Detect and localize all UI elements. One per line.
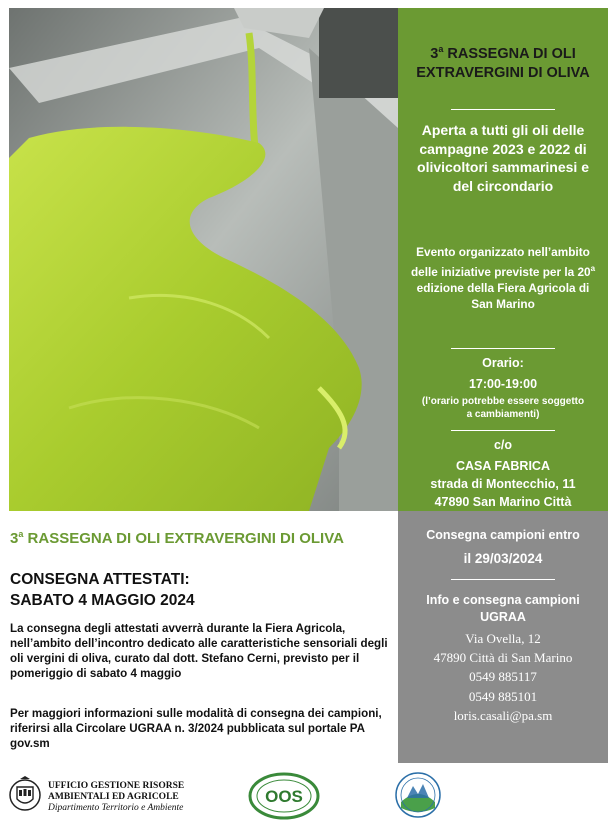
contact-panel	[398, 511, 608, 763]
coat-of-arms-icon	[8, 773, 42, 817]
certificate-delivery-heading: CONSEGNA ATTESTATI: SABATO 4 MAGGIO 2024	[10, 571, 195, 609]
divider	[451, 430, 555, 431]
event-info-panel	[398, 8, 608, 511]
deadline-date: il 29/03/2024	[463, 551, 543, 566]
venue-address: CASA FABRICA strada di Montecchio, 11 47890 San Marino Città	[430, 459, 576, 509]
email-link[interactable]: loris.casali@pa.sm	[453, 707, 553, 723]
deadline-label: Consegna campioni entro	[426, 528, 580, 542]
section-title: 3$^a$ RASSEGNA DI OLI EXTRAVERGINI DI OLIVA	[10, 529, 344, 547]
olive-oil-photo	[9, 8, 398, 511]
svg-text:OOS: OOS	[265, 787, 303, 806]
panel-title: 3$^a$ RASSEGNA DI OLI EXTRAVERGINI DI OLIVA	[416, 44, 590, 81]
schedule-time: 17:00-19:00	[468, 377, 538, 391]
eligibility-text: Aperta a tutti gli oli delle campagne 2023 e 2022 di olivicoltori sammarinesi e del circondario	[417, 122, 589, 194]
contact-details: Via Ovella, 12 47890 Città di San Marino 0549 885117 0549 885101 loris.casali@pa.sm	[398, 629, 608, 725]
schedule-note: (l’orario potrebbe essere soggetto a cambiamenti)	[421, 396, 585, 420]
event-description: Evento organizzato nell’ambito delle iniziative previste per la 20$^a$ edizione della Fiera Agricola di San Marino	[410, 245, 596, 312]
fiera-logo-icon	[393, 768, 443, 822]
olive-oil-illustration	[9, 8, 398, 511]
oos-logo-icon	[248, 770, 320, 822]
san-marino-coat-of-arms-logo	[8, 773, 42, 822]
schedule-label: Orario:	[482, 356, 524, 370]
delivery-paragraph: La consegna degli attestati avverrà durante la Fiera Agricola, nell’ambito dell’incontro dedicato alle caratteristiche sensoriali degli oli vergini di oliva, curato dal dott. Stefano Cerni, previsto per il pomeriggio di sabato 4 maggio	[10, 622, 388, 680]
divider	[451, 348, 555, 349]
info-heading: Info e consegna campioni UGRAA	[426, 593, 580, 624]
info-paragraph: Per maggiori informazioni sulle modalità di consegna dei campioni, riferirsi alla Circolare UGRAA n. 3/2024 pubblicata sul portale PA gov.sm	[10, 707, 382, 750]
ugraa-office-label: UFFICIO GESTIONE RISORSE AMBIENTALI ED AGRICOLE Dipartimento Territorio e Ambiente	[48, 781, 185, 813]
venue-label: c/o	[493, 438, 513, 452]
olive-growers-association-logo	[248, 770, 320, 827]
fiera-san-marino-logo	[393, 768, 443, 827]
divider	[451, 109, 555, 110]
divider	[451, 579, 555, 580]
